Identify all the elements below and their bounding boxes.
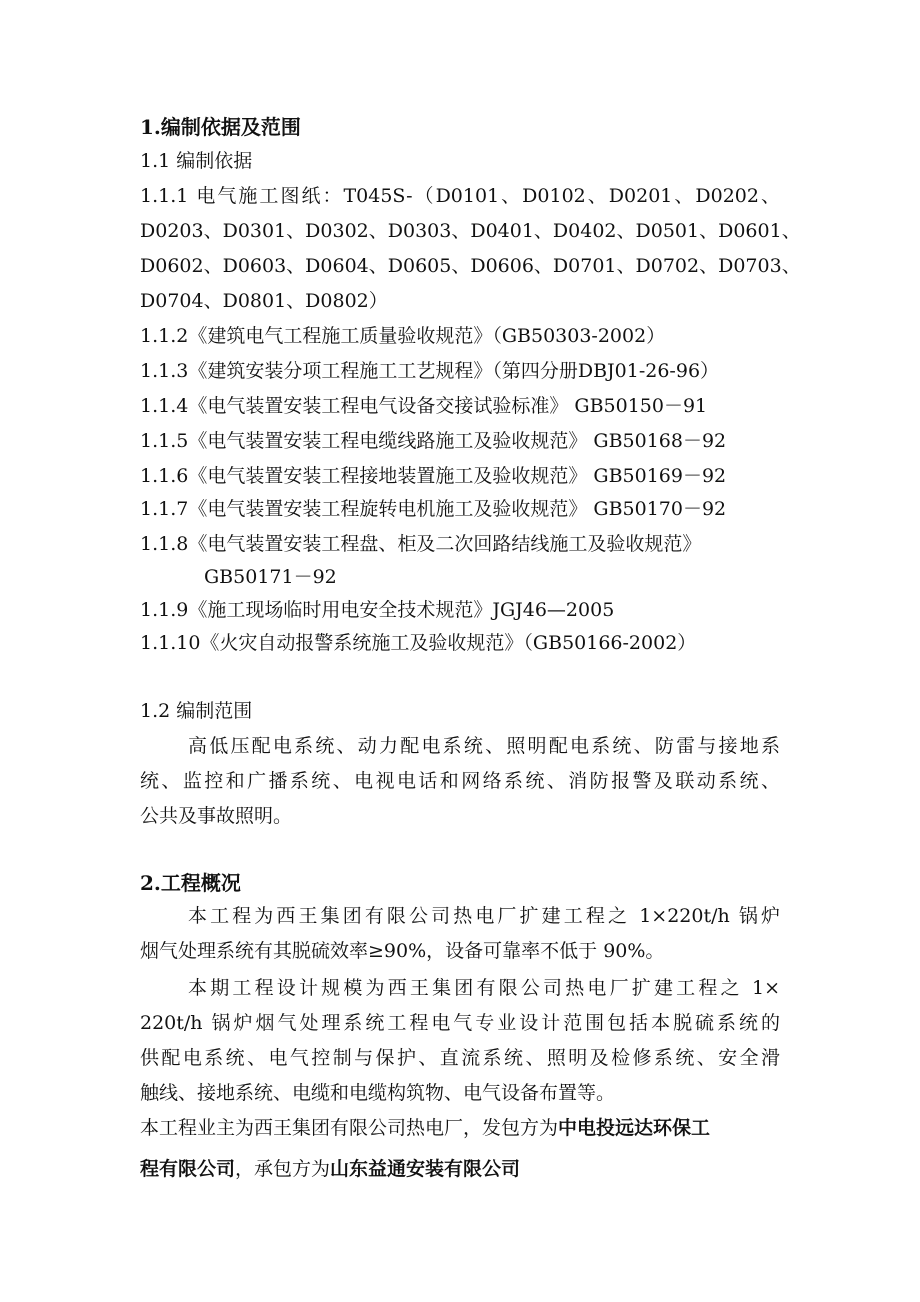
overview-para-3-line-2 xyxy=(140,1156,520,1182)
subsection-1-2-title: 1.2 编制范围 xyxy=(140,700,253,722)
overview-para-1-line-2: 烟气处理系统有其脱硫效率≥90%，设备可靠率不低于 90%。 xyxy=(140,940,665,962)
scope-line-3: 公共及事故照明。 xyxy=(140,805,293,827)
basis-item-1-1-7: 1.1.7《电气装置安装工程旋转电机施工及验收规范》 GB50170－92 xyxy=(140,498,727,520)
overview-para-2-line-4: 触线、接地系统、电缆和电缆构筑物、电气设备布置等。 xyxy=(140,1082,616,1104)
basis-item-1-1-3: 1.1.3《建筑安装分项工程施工工艺规程》（第四分册DBJ01-26-96） xyxy=(140,360,720,382)
contractor-label: ，承包方为 xyxy=(235,1158,331,1180)
section-2-heading: 2.工程概况 xyxy=(140,871,241,895)
overview-para-3-line-1 xyxy=(140,1115,710,1141)
basis-item-1-1-1-line-1: 1.1.1 电气施工图纸：T045S-（D0101、D0102、D0201、D0202、 xyxy=(140,185,780,207)
client-company-name-part-1: 中电投远达环保工 xyxy=(558,1117,711,1139)
contractor-company-name: 山东益通安装有限公司 xyxy=(330,1158,521,1180)
basis-item-1-1-1-line-3: D0602、D0603、D0604、D0605、D0606、D0701、D0702、D0703、 xyxy=(140,255,801,277)
basis-item-1-1-8-code: GB50171－92 xyxy=(204,566,337,588)
overview-para-2-line-1: 本期工程设计规模为西王集团有限公司热电厂扩建工程之 1× xyxy=(188,977,780,999)
overview-para-2-line-2: 220t/h 锅炉烟气处理系统工程电气专业设计范围包括本脱硫系统的 xyxy=(140,1012,780,1034)
owner-and-client-text: 本工程业主为西王集团有限公司热电厂，发包方为 xyxy=(140,1117,559,1139)
scope-line-2: 统、监控和广播系统、电视电话和网络系统、消防报警及联动系统、 xyxy=(140,770,780,792)
scope-line-1: 高低压配电系统、动力配电系统、照明配电系统、防雷与接地系 xyxy=(188,735,780,757)
client-company-name-part-2: 程有限公司 xyxy=(140,1158,236,1180)
overview-para-2-line-3: 供配电系统、电气控制与保护、直流系统、照明及检修系统、安全滑 xyxy=(140,1047,780,1069)
basis-item-1-1-1-line-4: D0704、D0801、D0802） xyxy=(140,290,388,312)
basis-item-1-1-10: 1.1.10《火灾自动报警系统施工及验收规范》（GB50166-2002） xyxy=(140,632,697,654)
basis-item-1-1-4: 1.1.4《电气装置安装工程电气设备交接试验标准》 GB50150－91 xyxy=(140,395,708,417)
overview-para-1-line-1: 本工程为西王集团有限公司热电厂扩建工程之 1×220t/h 锅炉 xyxy=(188,905,780,927)
basis-item-1-1-9: 1.1.9《施工现场临时用电安全技术规范》JGJ46—2005 xyxy=(140,599,615,621)
basis-item-1-1-1-line-2: D0203、D0301、D0302、D0303、D0401、D0402、D0501、D0601、 xyxy=(140,220,801,242)
basis-item-1-1-6: 1.1.6《电气装置安装工程接地装置施工及验收规范》 GB50169－92 xyxy=(140,465,727,487)
basis-item-1-1-5: 1.1.5《电气装置安装工程电缆线路施工及验收规范》 GB50168－92 xyxy=(140,430,727,452)
section-1-heading: 1.编制依据及范围 xyxy=(140,115,301,139)
basis-item-1-1-8: 1.1.8《电气装置安装工程盘、柜及二次回路结线施工及验收规范》 xyxy=(140,533,702,555)
basis-item-1-1-2: 1.1.2《建筑电气工程施工质量验收规范》（GB50303-2002） xyxy=(140,325,666,347)
subsection-1-1-title: 1.1 编制依据 xyxy=(140,150,253,172)
